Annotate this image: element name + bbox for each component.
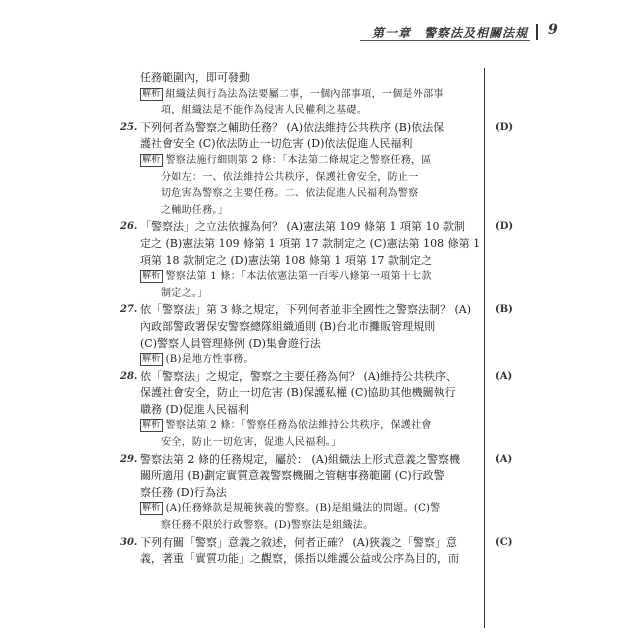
line — [140, 136, 480, 153]
line — [140, 253, 480, 270]
text-line: 之輔助任務。」 — [161, 204, 229, 216]
header-divider — [536, 24, 538, 40]
text-line: 警察法第 2 條的任務規定，屬於： (A)組織法上形式意義之警察機 — [140, 452, 461, 466]
text-line: 警察法第 2 條：「警察任務為依法維持公共秩序，保護社會 — [165, 420, 432, 432]
explanation-block — [140, 87, 480, 120]
text-line: (A)任務條款是規範狹義的警察。(B)是組織法的問題。(C)警 — [165, 503, 441, 515]
question-item — [120, 535, 513, 568]
text-line: 下列何者為警察之輔助任務？ (A)依法維持公共秩序 (B)依法保 — [140, 120, 445, 134]
line — [140, 170, 480, 187]
explanation-tag: 解析 — [142, 88, 161, 99]
line — [140, 87, 480, 104]
line — [140, 468, 480, 485]
line — [140, 501, 480, 518]
text-line: 定之 (B)憲法第 109 條第 1 項第 17 款制定之 (C)憲法第 108 條第 1 — [140, 236, 481, 250]
text-line: (B)是地方性事務。 — [165, 354, 254, 366]
question-number: 29. — [120, 453, 138, 465]
question-number: 26. — [120, 221, 138, 233]
question-item — [120, 452, 513, 502]
continued-text — [140, 70, 480, 87]
text-line: 察任務 (D)行為法 — [140, 485, 227, 499]
line — [140, 319, 480, 336]
explanation-block — [140, 418, 480, 451]
line — [140, 352, 480, 369]
question-list — [120, 70, 514, 568]
explanation-block — [140, 352, 480, 369]
explanation-block — [140, 153, 480, 219]
text-line: 依「警察法」第 3 條之規定，下列何者並非全國性之警察法制？ (A) — [140, 303, 472, 317]
text-line: 制定之。」 — [161, 287, 208, 299]
answer-key: (B) — [495, 304, 513, 316]
line — [140, 236, 480, 253]
question-item — [120, 302, 513, 352]
explanation-block — [140, 269, 480, 302]
answer-key: (D) — [495, 221, 514, 233]
text-line: 依「警察法」之規定，警察之主要任務為何？ (A)維持公共秩序、 — [140, 369, 458, 383]
text-line: 內政部警政署保安警察總隊組織通則 (B)台北市攤販管理規則 — [140, 319, 436, 333]
text-line: 警察法第 1 條：「本法依憲法第一百零八條第一項第十七款 — [165, 271, 432, 283]
line — [140, 269, 480, 286]
text-line: 任務範圍內，即可發動 — [140, 71, 250, 84]
text-line: 分如左：一、依法維持公共秩序，保護社會安全，防止一 — [161, 171, 419, 183]
question-number: 27. — [120, 304, 138, 316]
text-line: 組織法與行為法為法要屬二事，一個內部事項，一個是外部事 — [165, 88, 444, 100]
line — [140, 485, 480, 502]
line — [140, 452, 480, 469]
line — [140, 336, 480, 353]
text-line: 項，組織法是不能作為侵害人民權利之基礎。 — [161, 105, 367, 117]
line — [140, 302, 480, 319]
text-line: 職務 (D)促進人民福利 — [140, 402, 249, 416]
line — [140, 70, 480, 87]
text-line: (C)警察人員管理條例 (D)集會遊行法 — [140, 336, 321, 350]
text-line: 下列有關「警察」意義之敘述，何者正確？ (A)狹義之「警察」意 — [140, 535, 458, 549]
line — [140, 369, 480, 386]
line — [140, 418, 480, 435]
answer-key: (A) — [495, 370, 513, 382]
text-line: 義，著重「實質功能」之觀察，係指以維護公益或公序為目的，而 — [140, 552, 459, 566]
text-line: 關所適用 (B)劃定實質意義警察機關之管轄事務範圍 (C)行政警 — [140, 469, 445, 483]
line — [140, 120, 480, 137]
line — [140, 186, 480, 203]
answer-key: (A) — [495, 453, 513, 465]
question-item — [120, 369, 513, 419]
line — [140, 402, 480, 419]
explanation-tag: 解析 — [142, 354, 161, 365]
text-line: 「警察法」之立法依據為何？ (A)憲法第 109 條第 1 項第 10 款制 — [140, 220, 465, 234]
line — [140, 518, 480, 535]
line — [140, 286, 480, 303]
text-line: 護社會安全 (C)依法防止一切危害 (D)依法促進人民福利 — [140, 137, 413, 151]
explanation-tag: 解析 — [142, 420, 161, 431]
line — [140, 153, 480, 170]
text-line: 安全，防止一切危害，促進人民福利。」 — [161, 437, 342, 449]
question-item — [120, 120, 514, 153]
explanation-block — [140, 501, 480, 534]
line — [140, 385, 480, 402]
text-line: 項第 18 款制定之 (D)憲法第 108 條第 1 項第 17 款制定之 — [140, 253, 432, 267]
line — [140, 219, 480, 236]
line — [140, 435, 480, 452]
running-header — [360, 22, 630, 44]
chapter-title: 第一章 警察法及相關法規 — [372, 26, 529, 40]
text-line: 切危害為警察之主要任務。二、依法促進人民福利為警察 — [161, 188, 419, 200]
answer-column-rule — [484, 68, 485, 628]
line — [140, 535, 480, 552]
explanation-tag: 解析 — [142, 271, 161, 282]
text-line: 警察法施行細則第 2 條：「本法第二條規定之警察任務，區 — [165, 154, 432, 166]
line — [140, 551, 480, 568]
question-item — [120, 219, 514, 269]
question-number: 30. — [120, 536, 138, 548]
text-line: 察任務不限於行政警察。(D)警察法是組織法。 — [161, 520, 374, 532]
answer-key: (C) — [495, 536, 513, 548]
page-number: 9 — [548, 22, 558, 38]
explanation-tag: 解析 — [142, 503, 161, 514]
question-number: 28. — [120, 370, 138, 382]
answer-key: (D) — [495, 121, 514, 133]
line — [140, 103, 480, 120]
line — [140, 203, 480, 220]
question-number: 25. — [120, 121, 138, 133]
text-line: 保護社會安全，防止一切危害 (B)保護私權 (C)協助其他機關執行 — [140, 386, 456, 400]
explanation-tag: 解析 — [142, 154, 161, 165]
